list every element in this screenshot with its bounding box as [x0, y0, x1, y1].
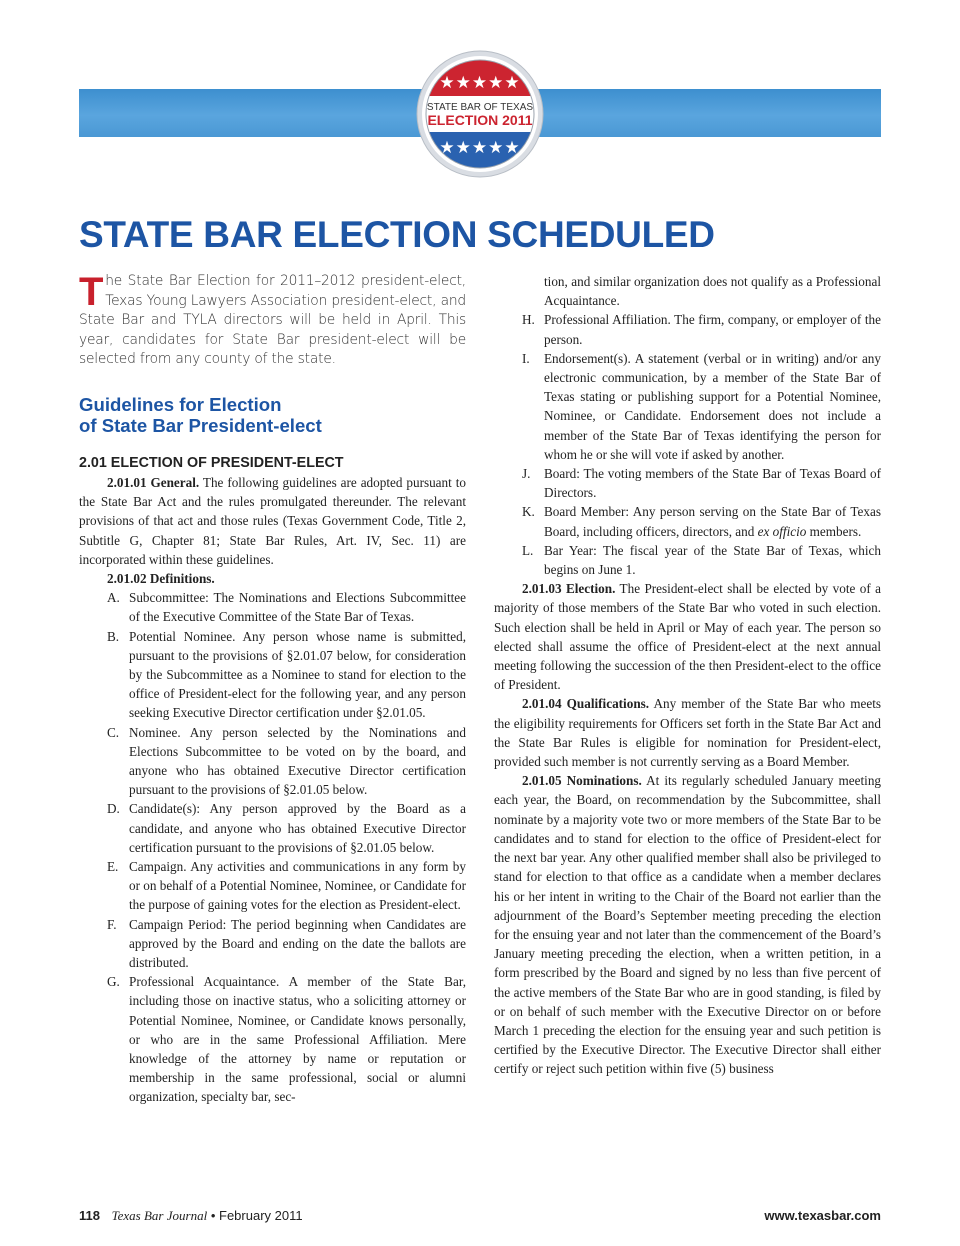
label-20105: 2.01.05 Nominations.: [522, 773, 642, 789]
definition-text: Endorsement(s). A statement (verbal or in writing) and/or any electronic communication, by a member of the State Bar of Texas stating or publishing support for a Potential Nominee, Nominee, or Candidate. Endorsement does not include a member of the State Bar of Texas identifying the person for whom he or she will vote if asked by another.: [544, 350, 881, 462]
label-20103: 2.01.03 Election.: [522, 581, 616, 597]
definition-e: [79, 857, 466, 915]
guidelines-heading-line1: Guidelines for Election: [79, 393, 282, 415]
page-number: 118: [79, 1208, 100, 1223]
definition-letter: E.: [107, 859, 119, 875]
section-201-heading: 2.01 ELECTION OF PRESIDENT-ELECT: [79, 454, 344, 471]
footer-bullet: •: [210, 1208, 216, 1223]
guidelines-heading-line2: of State Bar President-elect: [79, 415, 322, 437]
label-20104: 2.01.04 Qualifications.: [522, 696, 650, 712]
definition-k: [494, 502, 881, 540]
paragraph-20105: [494, 771, 881, 1078]
label-20101: 2.01.01 General.: [107, 474, 200, 490]
definition-letter: I.: [522, 350, 530, 366]
text-20105: At its regularly scheduled January meeting each year, the Board, on recommendation by the Subcommittee, shall nominate by a majority vote two or more members of the State Bar to be candidates and to stand for election to the office of President-elect for the next bar year. Any other qualified member shall also be privileged to stand for election to that office as a candidate when a member declares his or her intent in writing to the Chair of the Board not earlier than the adjournment of the Board’s September meeting preceding the election for the ensuing year and not later than the commencement of the Board’s January meeting preceding the election, when a written petition, in a form prescribed by the Board and signed by no less than five percent of the active members of the State Bar who are in good standing, is filed by or on behalf of such member with the Executive Director on or before March 1 preceding the election for the ensuing year and such petition is certified by the Executive Director. The Executive Director shall either certify or reject such petition within five (5) business: [494, 773, 882, 1077]
election-badge: [416, 50, 544, 178]
page-title: STATE BAR ELECTION SCHEDULED: [79, 214, 715, 255]
definition-i: [494, 349, 881, 464]
definition-letter: H.: [522, 312, 535, 328]
definition-text: Board: The voting members of the State Bar of Texas Board of Directors.: [544, 466, 881, 501]
definition-g: [79, 972, 466, 1106]
footer-url[interactable]: www.texasbar.com: [764, 1208, 881, 1223]
definition-letter: A.: [107, 590, 120, 606]
definition-j: [494, 464, 881, 502]
label-20102: 2.01.02 Definitions.: [107, 570, 215, 586]
intro-text: he State Bar Election for 2011–2012 president-elect, Texas Young Lawyers Association president-elect, and State Bar and TYLA directors will be held in April. This year, candidates for State Bar president-elect will be selected from any county of the state.: [79, 273, 466, 368]
paragraph-20104: [494, 694, 881, 771]
journal-name: Texas Bar Journal: [111, 1208, 208, 1223]
definition-g-continued: tion, and similar organization does not qualify as a Professional Acquaintance.: [544, 274, 881, 309]
intro-paragraph: [79, 272, 466, 370]
text-20103: The President-elect shall be elected by vote of a majority of those members of the State Bar who voted in such election. Such election shall be held in April or May of each year. The person so elected shall assume the office of President-elect at the next annual meeting following the succession of the then President-elect to the office of President.: [494, 581, 881, 693]
drop-cap: T: [79, 270, 104, 314]
definition-text: members.: [806, 523, 862, 539]
definition-l: [494, 541, 881, 579]
definition-text: Subcommittee: The Nominations and Elections Subcommittee of the Executive Committee of the State Bar of Texas.: [129, 590, 466, 625]
definition-text-italic: ex officio: [757, 523, 807, 539]
definition-text: Nominee. Any person selected by the Nominations and Elections Subcommittee to be voted on by the board, and anyone who has obtained Executive Director certification pursuant to the provisions of §2.01.05 below.: [129, 724, 466, 798]
text-20104: Any member of the State Bar who meets the eligibility requirements for Officers set forth in the State Bar Act and the State Bar Rules is eligible for nomination for President-elect, provided such member is not currently serving as a Board Member.: [494, 696, 881, 770]
definition-text: Professional Affiliation. The firm, company, or employer of the person.: [544, 312, 881, 347]
definition-text: Professional Acquaintance. A member of the State Bar, including those on inactive status, who a soliciting attorney or Potential Nominee, Nominee, or Candidate knows personally, or who are in the same Professional Affiliation. Mere knowledge of the attorney by name or reputation or membership in the same professional, social or alumni organization, specialty bar, sec-: [129, 974, 466, 1105]
definition-h: [494, 310, 881, 348]
definition-letter: K.: [522, 504, 535, 520]
paragraph-20103: [494, 579, 881, 694]
paragraph-20101: [79, 473, 466, 569]
badge-stars-top: ★★★★★: [439, 73, 521, 93]
definition-d: [79, 799, 466, 857]
definition-letter: B.: [107, 628, 120, 644]
definition-letter: J.: [522, 466, 531, 482]
definition-text: Bar Year: The fiscal year of the State Bar of Texas, which begins on June 1.: [544, 542, 881, 578]
definition-text: Potential Nominee. Any person whose name is submitted, pursuant to the provisions of §2.01.07 below, for consideration by the Subcommittee as a Nominee to stand for election to the office of President-elect for the following year, and any person seeking Executive Director certification under §2.01.05.: [129, 628, 466, 721]
issue-date: February 2011: [219, 1208, 303, 1223]
definition-b: [79, 627, 466, 723]
guidelines-heading: [79, 394, 466, 437]
definition-text: Candidate(s): Any person approved by the Board as a candidate, and anyone who has obtained Executive Director certification pursuant to the provisions of §2.01.05 below.: [129, 801, 466, 855]
definition-c: [79, 723, 466, 800]
badge-line2: ELECTION 2011: [427, 112, 533, 128]
definition-letter: C.: [107, 724, 120, 740]
badge-line1: STATE BAR OF TEXAS: [426, 102, 534, 113]
left-column: [79, 272, 466, 1107]
definition-text: Board Member: Any person serving on the State Bar of Texas Board, including officers, directors, and: [544, 504, 881, 539]
definition-letter: G.: [107, 974, 120, 990]
definition-text: Campaign. Any activities and communications in any form by or on behalf of a Potential Nominee, Nominee, or Candidate for the purpose of gaining votes for the election as President-elect.: [129, 859, 466, 913]
footer-left: [79, 1208, 303, 1224]
definition-letter: L.: [522, 542, 534, 558]
text-20101: The following guidelines are adopted pursuant to the State Bar Act and the rules promulgated thereunder. The relevant provisions of that act and those rules (Texas Government Code, Title 2, Subtitle G, Chapter 81; State Bar Rules, Art. IV, Sec. 11) are incorporated within these guidelines.: [79, 474, 466, 567]
definition-letter: D.: [107, 801, 120, 817]
right-column: [494, 272, 881, 1079]
badge-stars-bottom: ★★★★★: [439, 138, 521, 158]
definition-letter: F.: [107, 916, 117, 932]
definition-f: [79, 915, 466, 973]
definition-text: Campaign Period: The period beginning when Candidates are approved by the Board and ending on the date the ballots are distributed.: [129, 916, 466, 971]
definition-a: [79, 588, 466, 626]
